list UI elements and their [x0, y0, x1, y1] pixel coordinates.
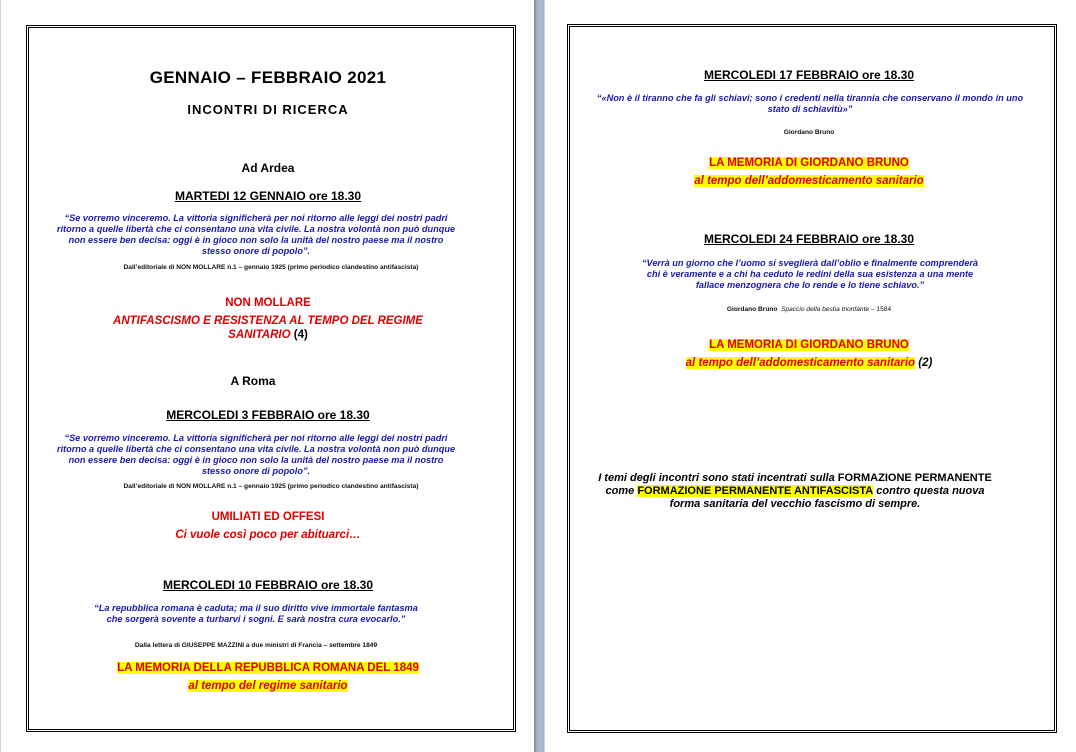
quote-source-author: Giordano Bruno — [726, 306, 778, 313]
event-date-10-febbraio: MERCOLEDI 10 FEBBRAIO ore 18.30 — [162, 578, 374, 592]
event-topic-bruno-2-number: (2) — [918, 357, 933, 369]
quote-giordano-bruno: “«Non è il tiranno che fa gli schiavi; sono i credenti nella tirannia che conservano il mondo in uno stato di schiavitù»” — [596, 93, 1024, 114]
location-ardea: Ad Ardea — [241, 161, 295, 175]
location-roma: A Roma — [230, 374, 276, 388]
quote-source-year: – 1584 — [870, 306, 892, 313]
event-headline-bruno-2-text: LA MEMORIA DI GIORDANO BRUNO — [709, 339, 909, 351]
quote-non-mollare-2: “Se vorremo vinceremo. La vittoria significherà per noi ritorno alle leggi dei nostri padri ritorno a quelle libertà che ci consentano una vita civile. La nostra volontà non può dunque non essere ben decisa: oggi è in gioco non solo la unità del nostro paese ma il nostro stesso onore di popolo”. — [56, 433, 456, 476]
quote-source-3: Dalla lettera di GIUSEPPE MAZZINI a due ministri di Francia – settembre 1849 — [134, 642, 378, 649]
event-topic-3-text: al tempo del regime sanitario — [188, 680, 348, 692]
themes-note — [593, 472, 997, 511]
event-topic-2: Ci vuole così poco per abituarci… — [175, 529, 361, 541]
event-headline-non-mollare: NON MOLLARE — [225, 297, 311, 309]
document-page-1 — [0, 0, 535, 752]
themes-note-part2: FORMAZIONE PERMANENTE — [837, 472, 992, 484]
event-date-3-febbraio: MERCOLEDI 3 FEBBRAIO ore 18.30 — [166, 408, 370, 422]
quote-mazzini: “La repubblica romana è caduta; ma il suo diritto vive immortale fantasma che sorgerà sovente a turbarvi i sogni. E sarà nostra cura evocarlo.” — [94, 603, 418, 624]
themes-note-part4: FORMAZIONE PERMANENTE ANTIFASCISTA — [637, 485, 874, 497]
event-headline-repubblica — [36, 662, 500, 674]
event-topic-text: ANTIFASCISMO E RESISTENZA AL TEMPO DEL REGIME SANITARIO — [113, 315, 423, 341]
event-date-24-febbraio: MERCOLEDI 24 FEBBRAIO ore 18.30 — [703, 232, 915, 246]
quote-giordano-bruno-2: “Verrà un giorno che l’uomo si sveglierà dall’oblio e finalmente comprenderà chi è veramente e a chi ha ceduto le redini della sua esistenza a una mente fallace menzognera che lo rende e lo tiene schiavo.” — [641, 258, 979, 290]
quote-source: Dall’editoriale di NON MOLLARE n.1 – gennaio 1925 (primo periodico clandestino antifascista) — [123, 264, 419, 271]
event-headline-bruno-text: LA MEMORIA DI GIORDANO BRUNO — [709, 157, 909, 169]
event-headline-repubblica-text: LA MEMORIA DELLA REPUBBLICA ROMANA DEL 1849 — [117, 662, 419, 674]
quote-non-mollare: “Se vorremo vinceremo. La vittoria significherà per noi ritorno alle leggi dei nostri padri ritorno a quelle libertà che ci consentano una vita civile. La nostra volontà non può dunque non essere ben decisa: oggi è in gioco non solo la unità del nostro paese ma il nostro stesso onore di popolo”. — [56, 213, 456, 256]
event-headline-bruno — [575, 157, 1043, 169]
event-topic-bruno-2 — [575, 356, 1043, 370]
themes-note-part3: come — [605, 485, 635, 497]
event-topic-number: (4) — [293, 329, 308, 341]
page-title: GENNAIO – FEBBRAIO 2021 — [149, 68, 387, 87]
event-topic-bruno — [575, 174, 1043, 188]
themes-note-part5: contro questa nuova forma sanitaria del vecchio fascismo di sempre. — [669, 485, 985, 510]
event-topic — [86, 314, 450, 342]
event-topic-bruno-text: al tempo dell’addomesticamento sanitario — [694, 175, 924, 187]
event-date-12-gennaio: MARTEDI 12 GENNAIO ore 18.30 — [174, 189, 362, 203]
quote-source-work: Spaccio della bestia trionfante — [781, 306, 870, 313]
quote-source-bruno-2 — [575, 305, 1043, 314]
quote-source-bruno: Giordano Bruno — [783, 129, 835, 136]
page-subtitle: INCONTRI DI RICERCA — [187, 102, 349, 117]
themes-note-part1: I temi degli incontri sono stati incentrati sulla — [598, 472, 835, 484]
event-headline-umiliati: UMILIATI ED OFFESI — [211, 511, 325, 523]
event-headline-bruno-2 — [575, 339, 1043, 351]
quote-source-2: Dall’editoriale di NON MOLLARE n.1 – gennaio 1925 (primo periodico clandestino antifascista) — [123, 483, 419, 490]
event-topic-bruno-2-text: al tempo dell’addomesticamento sanitario — [685, 357, 916, 369]
document-page-2 — [544, 0, 1076, 752]
event-date-17-febbraio: MERCOLEDI 17 FEBBRAIO ore 18.30 — [703, 68, 915, 82]
event-topic-3 — [36, 679, 500, 693]
